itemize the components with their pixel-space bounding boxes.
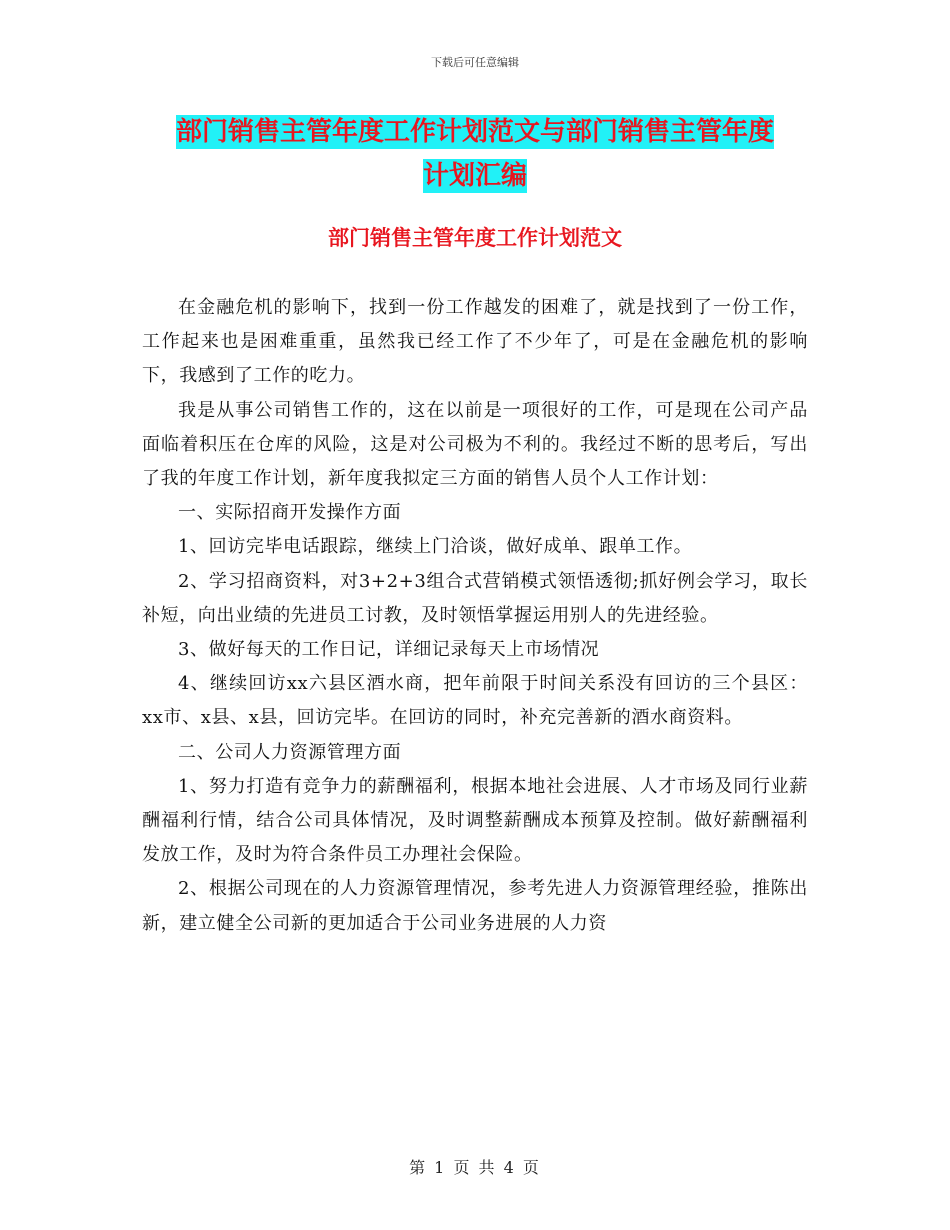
list-item: 4、继续回访xx六县区酒水商，把年前限于时间关系没有回访的三个县区：xx市、x县、x县，回访完毕。在回访的同时，补充完善新的酒水商资料。 [142,673,808,729]
title-line-2: 计划汇编 [422,161,527,191]
list-item: 2、根据公司现在的人力资源管理情况，参考先进人力资源管理经验，推陈出新，建立健全公司新的更加适合于公司业务进展的人力资 [142,878,808,934]
title-line-1: 部门销售主管年度工作计划范文与部门销售主管年度 [175,117,774,147]
list-item: 2、学习招商资料，对3+2+3组合式营销模式领悟透彻;抓好例会学习，取长补短，向出业绩的先进员工讨教，及时领悟掌握运用别人的先进经验。 [142,570,808,626]
body-paragraph: 我是从事公司销售工作的，这在以前是一项很好的工作，可是现在公司产品面临着积压在仓库的风险，这是对公司极为不利的。我经过不断的思考后，写出了我的年度工作计划，新年度我拟定三方面的销售人员个人工作计划： [142,399,808,490]
document-title [140,110,810,198]
section-heading: 一、实际招商开发操作方面 [178,502,402,524]
list-item: 3、做好每天的工作日记，详细记录每天上市场情况 [178,639,600,661]
page-footer: 第 1 页 共 4 页 [409,1158,541,1177]
section-heading: 二、公司人力资源管理方面 [178,741,402,763]
body-paragraph: 在金融危机的影响下，找到一份工作越发的困难了，就是找到了一份工作，工作起来也是困难重重，虽然我已经工作了不少年了，可是在金融危机的影响下，我感到了工作的吃力。 [142,297,808,387]
header-note: 下载后可任意编辑 [431,56,519,69]
list-item: 1、回访完毕电话跟踪，继续上门洽谈，做好成单、跟单工作。 [178,536,693,558]
list-item: 1、努力打造有竞争力的薪酬福利，根据本地社会进展、人才市场及同行业薪酬福利行情，结合公司具体情况，及时调整薪酬成本预算及控制。做好薪酬福利发放工作，及时为符合条件员工办理社会保险。 [142,775,808,866]
section-title: 部门销售主管年度工作计划范文 [328,226,622,250]
document-body [142,291,808,941]
